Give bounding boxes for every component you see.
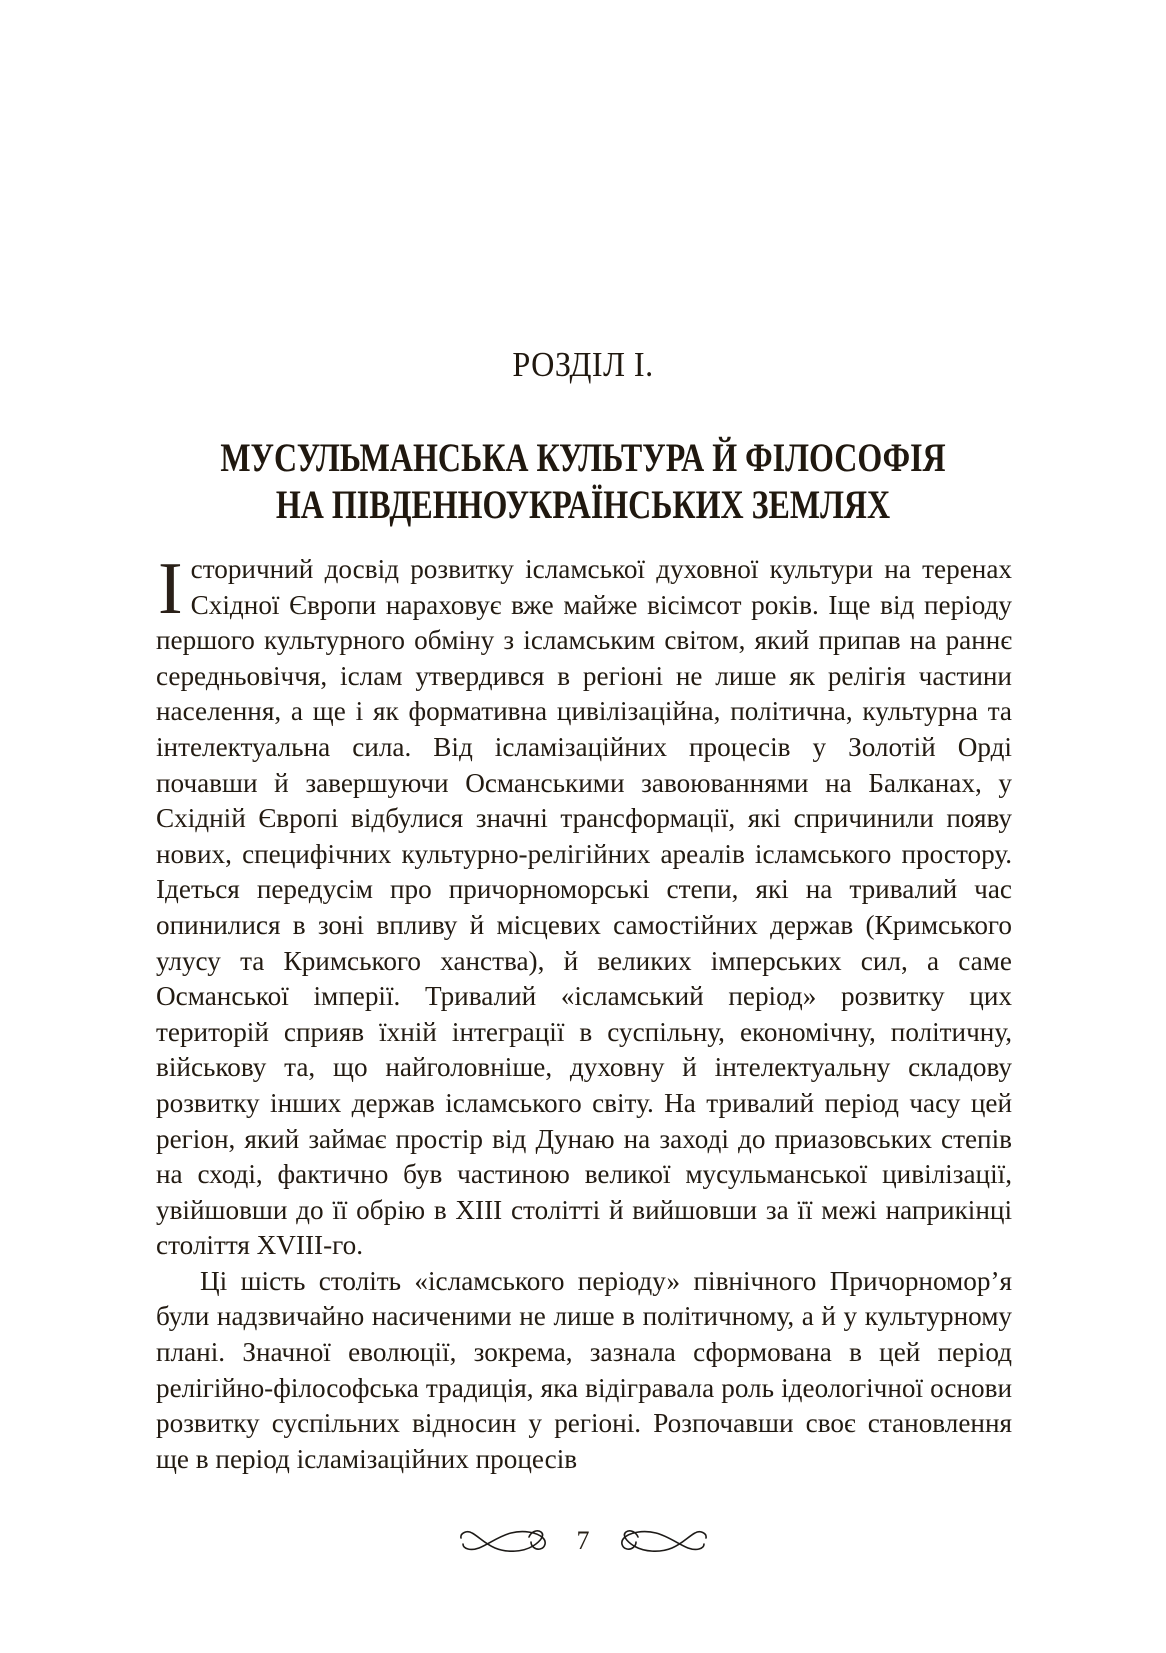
paragraph-1: [156, 548, 1012, 1264]
chapter-label: РОЗДІЛ I.: [512, 345, 654, 384]
body-text: [156, 548, 1012, 1477]
chapter-title-line-1: МУСУЛЬМАНСЬКА КУЛЬТУРА Й ФІЛОСОФІЯ: [220, 435, 946, 480]
drop-cap: І: [158, 548, 183, 630]
calligraphic-flourish-icon: [455, 1524, 551, 1558]
chapter-title: [0, 434, 1166, 528]
chapter-title-line-2: НА ПІВДЕННОУКРАЇНСЬКИХ ЗЕМЛЯХ: [275, 482, 891, 527]
paragraph-2-text: Ці шість століть «ісламського періоду» північного Причорномор’я були надзвичайно насиченими не лише в політичному, а й у культурному плані. Значної еволюції, зокрема, зазнала сформована в цей період релігійно-філософська традиція, яка відігравала роль ідеологічної основи розвитку суспільних відносин у регіоні. Розпочавши своє становлення ще в період ісламізаційних процесів: [156, 1265, 1012, 1474]
calligraphic-flourish-icon: [616, 1524, 712, 1558]
paragraph-1-text: сторичний досвід розвитку ісламської духовної культури на теренах Східної Європи нараховує вже майже вісімсот років. Іще від періоду першого культурного обміну з ісламським світом, який припав на раннє середньовіччя, іслам утвердився в регіоні не лише як релігія частини населення, а ще і як формативна цивілізаційна, політична, культурна та інтелектуальна сила. Від ісламізаційних процесів у Золотій Орді почавши й завершуючи Османськими завоюваннями на Балканах, у Східній Європі відбулися значні трансформації, які спричинили появу нових, специфічних культурно-релігійних ареалів ісламського простору. Ідеться передусім про причорноморські степи, які на тривалий час опинилися в зоні впливу й місцевих самостійних держав (Кримського улусу та Кримського ханства), й великих імперських сил, а саме Османської імперії. Тривалий «ісламський період» розвитку цих територій сприяв їхній інтеграції в суспільну, економічну, політичну, військову та, що найголовніше, духовну й інтелектуальну складову розвитку інших держав ісламського світу. На тривалий період часу цей регіон, який займає простір від Дунаю на заході до приазовських степів на сході, фактично був частиною великої мусульманської цивілізації, увійшовши до її обрію в XIII столітті й вийшовши за її межі наприкінці століття XVIII-го.: [156, 554, 1012, 1261]
paragraph-2: [156, 1264, 1012, 1478]
page-number: 7: [576, 1526, 590, 1555]
page-footer: [0, 1524, 1166, 1558]
